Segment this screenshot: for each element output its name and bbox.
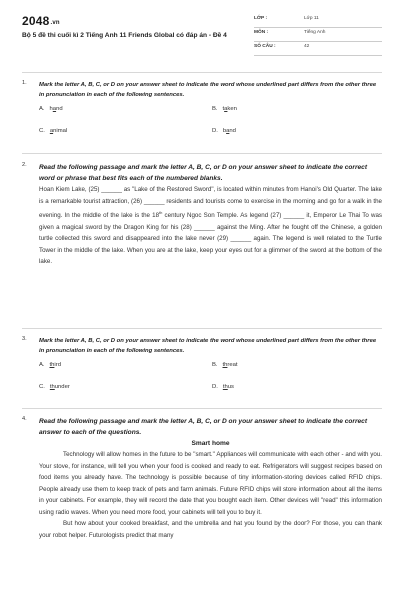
passage-title: Smart home xyxy=(191,440,230,447)
divider xyxy=(22,72,382,73)
answer-options xyxy=(39,362,382,390)
option-c[interactable]: C. animal xyxy=(39,128,68,134)
meta-label: LỚP : xyxy=(254,16,268,21)
meta-label: MÔN : xyxy=(254,30,269,35)
question-number: 3. xyxy=(22,336,27,342)
meta-value: Lớp 11 xyxy=(304,16,319,21)
option-d[interactable]: D. thus xyxy=(212,384,234,390)
site-logo[interactable]: 2048.vn xyxy=(22,14,60,28)
meta-row-class xyxy=(254,14,382,28)
divider xyxy=(22,408,382,409)
meta-label: SỐ CÂU : xyxy=(254,44,276,49)
exam-meta xyxy=(254,14,382,56)
document-title: Bộ 5 đề thi cuối kì 2 Tiếng Anh 11 Friends Global có đáp án - Đề 4 xyxy=(22,32,227,39)
question-number: 4. xyxy=(22,416,27,422)
question-number: 2. xyxy=(22,162,27,168)
meta-row-count xyxy=(254,42,382,56)
question-instruction: Mark the letter A, B, C, or D on your answer sheet to indicate the word whose underlined part differs from the other three in pronunciation in each of the following sentences. xyxy=(39,338,377,354)
meta-value: Tiếng Anh xyxy=(304,30,326,35)
question-2 xyxy=(22,162,382,268)
answer-options xyxy=(39,106,382,134)
passage-paragraph: Technology will allow homes in the future to be "smart." Appliances will communicate with each other - and with you. Your stove, for instance, will tell you when your food is cooked and ready to eat. Refrigerators will suggest recipes based on food items you already have. The technology is possible because of tiny information-storing devices called RFID chips. People already use them to keep track of pets and farm animals. Future RFID chips will store information about all the items in your cabinets. For example, they will record the date that you bought each item. Other devices will "read" this information using radio waves. When you need more food, your cabinets will tell you to buy it. xyxy=(39,451,382,516)
question-3 xyxy=(22,336,382,390)
option-b[interactable]: B. threat xyxy=(212,362,238,368)
exam-header xyxy=(22,12,382,64)
option-b[interactable]: B. taken xyxy=(212,106,237,112)
divider xyxy=(22,328,382,329)
option-a[interactable]: A. hand xyxy=(39,106,63,112)
reading-passage xyxy=(39,449,382,541)
question-number: 1. xyxy=(22,80,27,86)
divider xyxy=(22,153,382,154)
option-a[interactable]: A. third xyxy=(39,362,61,368)
passage-paragraph: But how about your cooked breakfast, and the umbrella and hat you found by the door? For those, you can thank your robot helper. Futurologists predict that many xyxy=(39,520,382,539)
question-instruction: Read the following passage and mark the letter A, B, C, or D on your answer sheet to indicate the correct answer to each of the questions. xyxy=(39,418,368,436)
question-instruction: Read the following passage and mark the letter A, B, C, or D on your answer sheet to indicate the correct word or phrase that best fits each of the numbered blanks. xyxy=(39,164,368,182)
reading-passage: Hoan Kiem Lake, (25) ______ as "Lake of the Restored Sword", is located within minutes from Hanoi's Old Quarter. The lake is a remarkable tourist attraction, (26) ______ residents and tourists come to exercise in the morning and go for a walk in the evening. In the middle of the lake is the 18th century Ngoc Son Temple. As legend (27) ______ it, Emperor Le Thai To was given a magical sword by the Dragon King for his (28) ______ against the Ming. After he fought off the Chinese, a golden turtle collected this sword and disappeared into the lake never (29) ______ again. The legend is well related to the Turtle Tower in the middle of the lake. When you are at the lake, keep your eyes out for a glimmer of the sword at the bottom of the lake. xyxy=(39,186,383,266)
meta-row-subject xyxy=(254,28,382,42)
option-d[interactable]: D. band xyxy=(212,128,236,134)
meta-value: 42 xyxy=(304,44,310,49)
question-4 xyxy=(22,416,382,541)
question-1 xyxy=(22,80,382,134)
option-c[interactable]: C. thunder xyxy=(39,384,70,390)
question-instruction: Mark the letter A, B, C, or D on your answer sheet to indicate the word whose underlined part differs from the other three in pronunciation in each of the following sentences. xyxy=(39,82,377,98)
